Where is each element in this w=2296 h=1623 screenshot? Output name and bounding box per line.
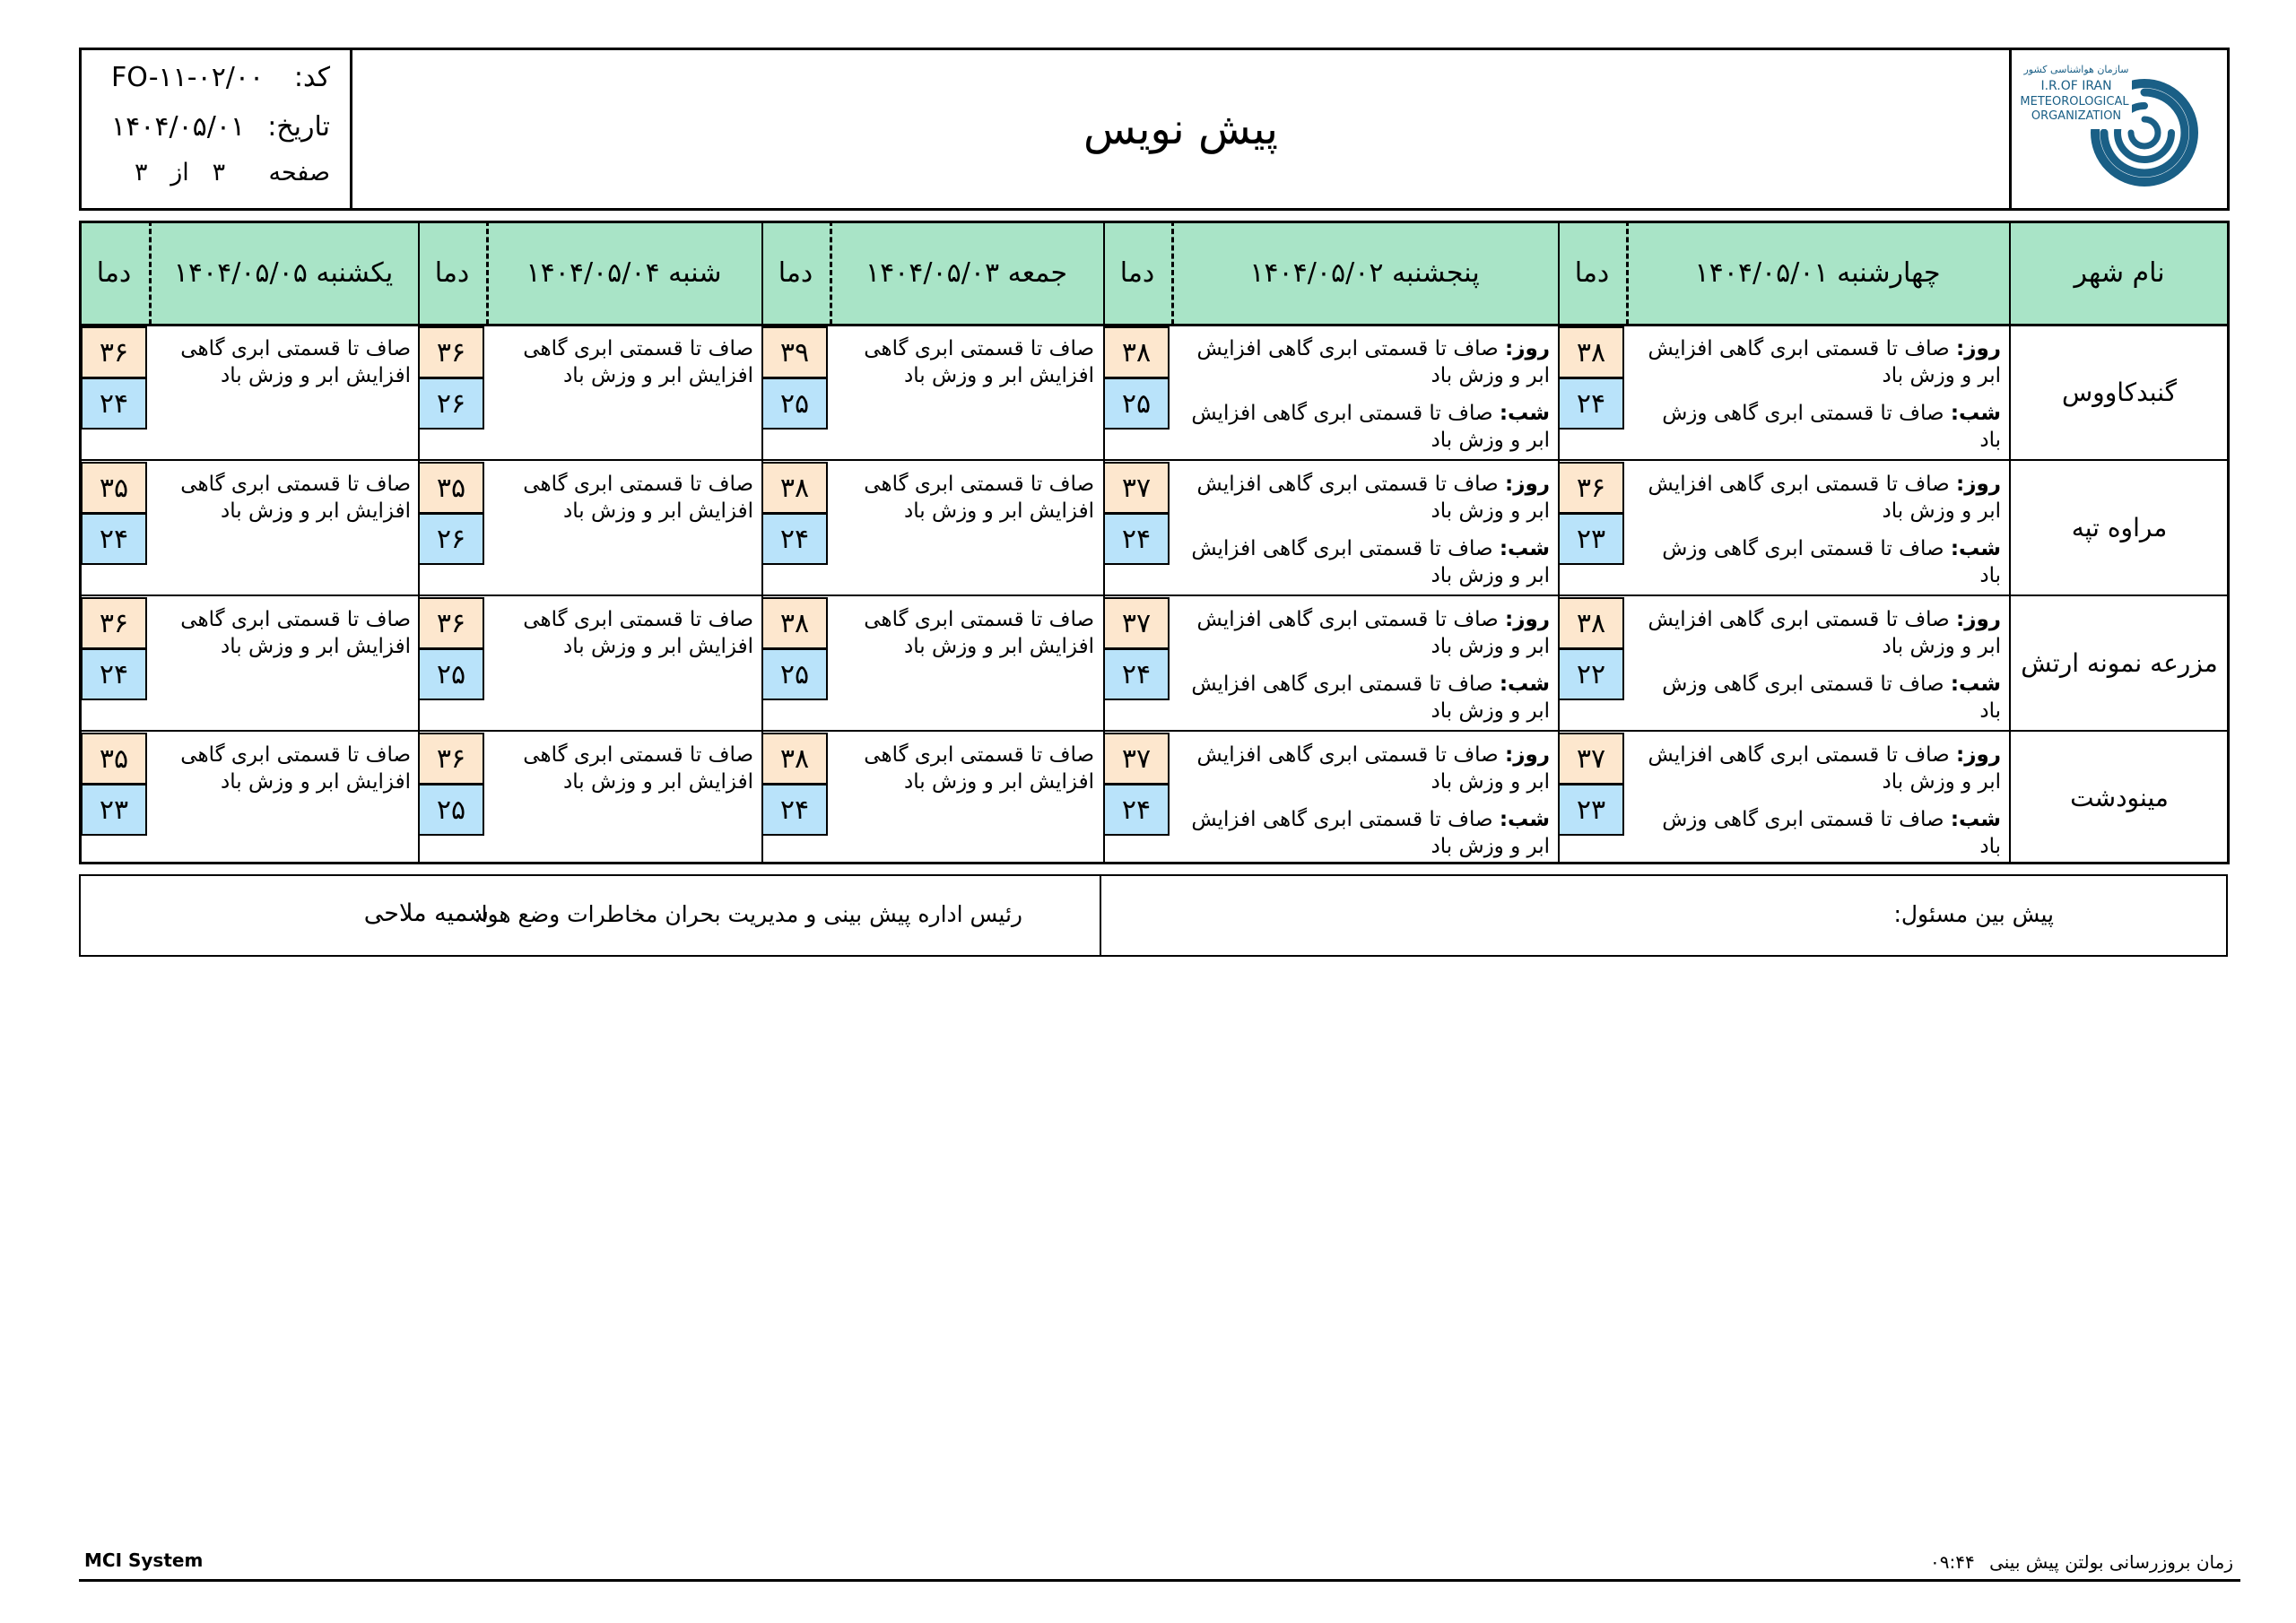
min-temp: ۲۴ bbox=[1103, 513, 1170, 565]
max-temp: ۳۸ bbox=[1558, 597, 1624, 649]
forecast-day-text: روز: صاف تا قسمتی ابری گاهی افزایش ابر و وزش باد bbox=[1196, 337, 1550, 387]
max-temp: ۳۶ bbox=[418, 597, 484, 649]
max-temp: ۳۸ bbox=[761, 597, 828, 649]
update-time: ۰۹:۴۴ bbox=[1930, 1551, 1975, 1573]
day3-header: جمعه ۱۴۰۴/۰۵/۰۳ bbox=[865, 256, 1068, 289]
forecast-day-text: روز: صاف تا قسمتی ابری گاهی افزایش ابر و وزش باد bbox=[1648, 337, 2001, 387]
header-dash-divider bbox=[830, 221, 832, 325]
min-temp: ۲۶ bbox=[418, 378, 484, 430]
meta-page bbox=[79, 159, 330, 198]
day4-temp-header: دما bbox=[434, 256, 470, 289]
forecast-night-text: شب: صاف تا قسمتی ابری گاهی وزش باد bbox=[1662, 808, 2001, 858]
header-dash-divider bbox=[1171, 221, 1174, 325]
max-temp: ۳۵ bbox=[81, 462, 147, 514]
forecast-day-text: روز: صاف تا قسمتی ابری گاهی افزایش ابر و وزش باد bbox=[1196, 743, 1550, 794]
code-label: کد: bbox=[293, 62, 330, 93]
min-temp: ۲۴ bbox=[81, 378, 147, 430]
max-temp: ۳۷ bbox=[1558, 733, 1624, 785]
max-temp: ۳۶ bbox=[81, 597, 147, 649]
day5-header: یکشنبه ۱۴۰۴/۰۵/۰۵ bbox=[173, 256, 394, 289]
logo-en-line2: METEOROLOGICAL bbox=[2020, 95, 2129, 108]
min-temp: ۲۵ bbox=[761, 648, 828, 700]
day4-header: شنبه ۱۴۰۴/۰۵/۰۴ bbox=[526, 256, 722, 289]
forecast-night-text: شب: صاف تا قسمتی ابری گاهی افزایش ابر و وزش باد bbox=[1191, 808, 1550, 858]
day2-temp-header: دما bbox=[1119, 256, 1155, 289]
meteorological-organization-logo bbox=[2012, 50, 2227, 208]
meta-code bbox=[79, 62, 330, 101]
min-temp: ۲۳ bbox=[81, 784, 147, 836]
forecast-text: صاف تا قسمتی ابری گاهی افزایش ابر و وزش باد bbox=[180, 743, 411, 794]
min-temp: ۲۴ bbox=[761, 513, 828, 565]
page-title: پیش نویس bbox=[1083, 104, 1279, 154]
max-temp: ۳۹ bbox=[761, 326, 828, 378]
header-dash-divider bbox=[486, 221, 489, 325]
max-temp: ۳۸ bbox=[1103, 326, 1170, 378]
forecast-night-text: شب: صاف تا قسمتی ابری گاهی وزش باد bbox=[1662, 673, 2001, 723]
date-value: ۱۴۰۴/۰۵/۰۱ bbox=[111, 111, 246, 143]
forecast-text: صاف تا قسمتی ابری گاهی افزایش ابر و وزش باد bbox=[864, 743, 1094, 794]
page-label: صفحه bbox=[268, 159, 330, 187]
header-dash-divider bbox=[1626, 221, 1629, 325]
min-temp: ۲۵ bbox=[418, 784, 484, 836]
min-temp: ۲۲ bbox=[1558, 648, 1624, 700]
max-temp: ۳۸ bbox=[761, 733, 828, 785]
signature-divider bbox=[1100, 874, 1101, 957]
forecast-night-text: شب: صاف تا قسمتی ابری گاهی وزش باد bbox=[1662, 402, 2001, 452]
forecaster-label: پیش بین مسئول: bbox=[1893, 901, 2054, 927]
logo-en-line1: I.R.OF IRAN bbox=[2040, 79, 2112, 93]
min-temp: ۲۴ bbox=[1103, 784, 1170, 836]
min-temp: ۲۴ bbox=[81, 648, 147, 700]
update-label: زمان بروزرسانی بولتن پیش بینی bbox=[1989, 1551, 2233, 1573]
max-temp: ۳۶ bbox=[81, 326, 147, 378]
forecast-text: صاف تا قسمتی ابری گاهی افزایش ابر و وزش باد bbox=[864, 337, 1094, 387]
city-name: گنبدکاووس bbox=[2062, 377, 2178, 407]
day1-temp-header: دما bbox=[1574, 256, 1610, 289]
head-name: سمیه ملاحی bbox=[363, 899, 489, 927]
min-temp: ۲۵ bbox=[1103, 378, 1170, 430]
day1-header: چهارشنبه ۱۴۰۴/۰۵/۰۱ bbox=[1694, 256, 1941, 289]
head-label: رئیس اداره پیش بینی و مدیریت بحران مخاطرات وضع هوا: bbox=[474, 901, 1022, 927]
forecast-day-text: روز: صاف تا قسمتی ابری گاهی افزایش ابر و وزش باد bbox=[1648, 608, 2001, 658]
forecast-day-text: روز: صاف تا قسمتی ابری گاهی افزایش ابر و وزش باد bbox=[1196, 608, 1550, 658]
day2-header: پنجشنبه ۱۴۰۴/۰۵/۰۲ bbox=[1249, 256, 1480, 289]
min-temp: ۲۶ bbox=[418, 513, 484, 565]
max-temp: ۳۷ bbox=[1103, 462, 1170, 514]
max-temp: ۳۶ bbox=[418, 733, 484, 785]
max-temp: ۳۷ bbox=[1103, 733, 1170, 785]
max-temp: ۳۸ bbox=[1558, 326, 1624, 378]
footer-system-name: MCI System bbox=[84, 1549, 204, 1571]
day5-temp-header: دما bbox=[96, 256, 132, 289]
max-temp: ۳۵ bbox=[81, 733, 147, 785]
forecast-text: صاف تا قسمتی ابری گاهی افزایش ابر و وزش باد bbox=[523, 608, 753, 658]
forecast-text: صاف تا قسمتی ابری گاهی افزایش ابر و وزش باد bbox=[180, 608, 411, 658]
min-temp: ۲۳ bbox=[1558, 784, 1624, 836]
forecast-text: صاف تا قسمتی ابری گاهی افزایش ابر و وزش باد bbox=[523, 743, 753, 794]
min-temp: ۲۴ bbox=[1558, 378, 1624, 430]
forecast-text: صاف تا قسمتی ابری گاهی افزایش ابر و وزش باد bbox=[523, 337, 753, 387]
footer-update-time bbox=[1930, 1551, 2233, 1573]
day3-temp-header: دما bbox=[778, 256, 813, 289]
document-meta bbox=[79, 48, 352, 211]
min-temp: ۲۵ bbox=[418, 648, 484, 700]
forecast-text: صاف تا قسمتی ابری گاهی افزایش ابر و وزش باد bbox=[864, 473, 1094, 523]
max-temp: ۳۶ bbox=[1558, 462, 1624, 514]
logo-fa-text: سازمان هواشناسی کشور bbox=[2023, 64, 2129, 75]
row-divider bbox=[79, 595, 2230, 596]
forecast-text: صاف تا قسمتی ابری گاهی افزایش ابر و وزش باد bbox=[523, 473, 753, 523]
min-temp: ۲۴ bbox=[761, 784, 828, 836]
forecast-text: صاف تا قسمتی ابری گاهی افزایش ابر و وزش باد bbox=[864, 608, 1094, 658]
code-value: FO-۱۱-۰۲/۰۰ bbox=[111, 62, 265, 93]
forecast-night-text: شب: صاف تا قسمتی ابری گاهی افزایش ابر و وزش باد bbox=[1191, 537, 1550, 587]
max-temp: ۳۸ bbox=[761, 462, 828, 514]
row-divider bbox=[79, 730, 2230, 732]
forecast-day-text: روز: صاف تا قسمتی ابری گاهی افزایش ابر و وزش باد bbox=[1648, 473, 2001, 523]
min-temp: ۲۴ bbox=[81, 513, 147, 565]
min-temp: ۲۴ bbox=[1103, 648, 1170, 700]
forecast-day-text: روز: صاف تا قسمتی ابری گاهی افزایش ابر و وزش باد bbox=[1648, 743, 2001, 794]
header-dash-divider bbox=[149, 221, 152, 325]
forecast-night-text: شب: صاف تا قسمتی ابری گاهی افزایش ابر و وزش باد bbox=[1191, 673, 1550, 723]
city-name: مزرعه نمونه ارتش bbox=[2021, 647, 2218, 678]
meta-date bbox=[79, 111, 330, 151]
forecast-night-text: شب: صاف تا قسمتی ابری گاهی وزش باد bbox=[1662, 537, 2001, 587]
forecast-night-text: شب: صاف تا قسمتی ابری گاهی افزایش ابر و وزش باد bbox=[1191, 402, 1550, 452]
page-value: ۳ از ۳ bbox=[135, 159, 226, 187]
forecast-day-text: روز: صاف تا قسمتی ابری گاهی افزایش ابر و وزش باد bbox=[1196, 473, 1550, 523]
row-divider bbox=[79, 459, 2230, 461]
footer-line bbox=[79, 1579, 2240, 1582]
city-column-header: نام شهر bbox=[2074, 256, 2165, 289]
logo-en-line3: ORGANIZATION bbox=[2031, 109, 2122, 123]
min-temp: ۲۵ bbox=[761, 378, 828, 430]
forecast-text: صاف تا قسمتی ابری گاهی افزایش ابر و وزش باد bbox=[180, 473, 411, 523]
forecast-text: صاف تا قسمتی ابری گاهی افزایش ابر و وزش باد bbox=[180, 337, 411, 387]
max-temp: ۳۶ bbox=[418, 326, 484, 378]
max-temp: ۳۵ bbox=[418, 462, 484, 514]
city-name: مینودشت bbox=[2070, 782, 2169, 812]
logo-cell bbox=[2009, 48, 2230, 211]
min-temp: ۲۳ bbox=[1558, 513, 1624, 565]
city-name: مراوه تپه bbox=[2071, 512, 2168, 542]
date-label: تاریخ: bbox=[267, 111, 330, 143]
max-temp: ۳۷ bbox=[1103, 597, 1170, 649]
